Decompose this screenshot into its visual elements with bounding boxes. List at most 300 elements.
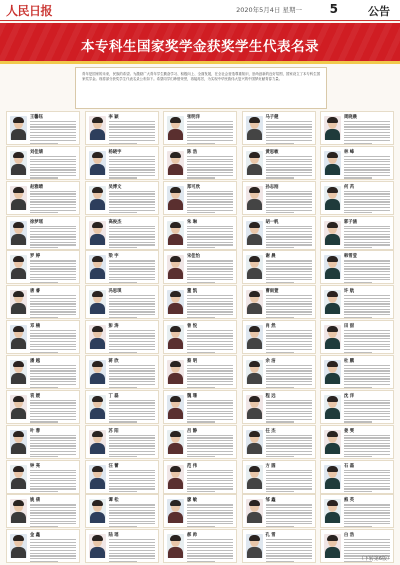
bio-text-line xyxy=(344,445,390,446)
bio-text-line xyxy=(344,470,390,471)
bio-text-line xyxy=(187,140,233,141)
student-card xyxy=(6,216,80,250)
bio-text-line xyxy=(30,402,76,403)
bio-text-line xyxy=(30,558,76,559)
bio-text-line xyxy=(187,370,233,371)
student-name: 宋佳怡 xyxy=(187,254,200,260)
student-card xyxy=(6,390,80,424)
bio-text-line xyxy=(187,448,233,449)
student-photo xyxy=(246,151,263,175)
bio-text-line xyxy=(109,177,137,178)
bio-text-line xyxy=(109,137,155,138)
student-card xyxy=(163,355,237,389)
bio-text-line xyxy=(30,274,76,275)
bio-text-line xyxy=(266,277,312,278)
bio-text-line xyxy=(266,301,312,302)
student-name: 高俊杰 xyxy=(108,219,122,225)
bio-text-line xyxy=(266,547,312,548)
bio-text-line xyxy=(344,311,390,312)
student-photo xyxy=(324,221,341,245)
bio-text-line xyxy=(109,298,155,299)
student-photo xyxy=(246,186,263,210)
bio-text-line xyxy=(266,239,312,240)
student-card xyxy=(242,216,316,250)
bio-text-line xyxy=(30,405,76,406)
student-name: 田 甜 xyxy=(344,324,355,330)
bio-text-line xyxy=(30,236,76,237)
student-card xyxy=(85,460,159,494)
bio-text-line xyxy=(344,408,390,409)
bio-text-line xyxy=(266,341,312,342)
student-card xyxy=(320,181,394,215)
bio-text-line xyxy=(187,381,233,382)
student-card xyxy=(85,181,159,215)
bio-text-line xyxy=(30,376,76,377)
bio-text-line xyxy=(266,271,312,272)
student-name: 苏 阳 xyxy=(108,428,119,434)
bio-text-line xyxy=(344,303,390,304)
bio-text-line xyxy=(30,317,58,318)
bio-text-line xyxy=(109,303,155,304)
bio-text-line xyxy=(266,126,312,127)
masthead xyxy=(0,0,400,21)
bio-text-line xyxy=(344,201,390,202)
gold-ribbon xyxy=(0,61,400,64)
student-photo xyxy=(10,360,27,384)
bio-text-line xyxy=(30,454,76,455)
bio-text-line xyxy=(30,132,76,133)
student-photo xyxy=(167,186,184,210)
bio-text-line xyxy=(187,129,233,130)
bio-text-line xyxy=(187,488,233,489)
bio-text-line xyxy=(344,542,390,543)
bio-text-line xyxy=(266,555,312,556)
student-photo xyxy=(89,430,106,454)
bio-text-line xyxy=(187,555,233,556)
bio-text-line xyxy=(109,478,155,479)
student-card xyxy=(163,460,237,494)
student-name: 姜 雯 xyxy=(344,428,355,434)
bio-text-line xyxy=(187,204,233,205)
bio-text-line xyxy=(187,295,233,296)
student-name: 钟 亮 xyxy=(30,463,41,469)
bio-text-line xyxy=(266,161,312,162)
title-banner xyxy=(0,23,400,61)
student-name: 郭子涵 xyxy=(344,219,357,225)
bio-text-line xyxy=(109,309,155,310)
student-photo xyxy=(246,116,263,140)
bio-text-line xyxy=(109,408,155,409)
bio-text-line xyxy=(187,413,233,414)
bio-text-line xyxy=(266,365,312,366)
bio-text-line xyxy=(109,140,155,141)
bio-text-line xyxy=(187,454,233,455)
student-name: 赵雅晴 xyxy=(30,184,43,190)
bio-text-line xyxy=(109,550,155,551)
student-name: 孔 雪 xyxy=(265,533,276,539)
bio-text-line xyxy=(187,124,233,125)
bio-text-line xyxy=(109,247,137,248)
bio-text-line xyxy=(344,212,372,213)
bio-text-line xyxy=(30,311,76,312)
student-card xyxy=(320,216,394,250)
bio-text-line xyxy=(187,330,233,331)
bio-text-line xyxy=(187,480,233,481)
bio-text-line xyxy=(187,521,233,522)
bio-text-line xyxy=(187,212,215,213)
bio-text-line xyxy=(344,199,390,200)
bio-text-line xyxy=(344,309,390,310)
bio-text-line xyxy=(30,298,76,299)
bio-text-line xyxy=(109,236,155,237)
bio-text-line xyxy=(266,448,312,449)
bio-text-line xyxy=(344,419,390,420)
bio-text-line xyxy=(344,443,390,444)
student-name: 邓 楠 xyxy=(30,324,41,330)
student-card xyxy=(242,320,316,354)
bio-text-line xyxy=(30,553,76,554)
bio-text-line xyxy=(187,317,215,318)
newspaper-logo[interactable]: 人民日报 xyxy=(6,4,53,18)
student-card xyxy=(6,425,80,459)
bio-text-line xyxy=(109,547,155,548)
bio-text-line xyxy=(266,282,294,283)
bio-text-line xyxy=(187,470,233,471)
student-name: 胡一帆 xyxy=(265,219,279,225)
student-name: 黄思敏 xyxy=(265,149,279,155)
student-card xyxy=(320,425,394,459)
bio-text-line xyxy=(344,376,390,377)
bio-text-line xyxy=(187,504,233,505)
bio-text-line xyxy=(109,210,155,211)
bio-text-line xyxy=(266,437,312,438)
bio-text-line xyxy=(109,159,155,160)
bio-text-line xyxy=(187,472,233,473)
bio-text-line xyxy=(187,175,233,176)
bio-text-line xyxy=(344,156,390,157)
bio-text-line xyxy=(266,156,312,157)
bio-text-line xyxy=(266,175,312,176)
bio-text-line xyxy=(266,311,312,312)
bio-text-line xyxy=(187,408,233,409)
bio-text-line xyxy=(109,440,155,441)
student-photo xyxy=(324,116,341,140)
bio-text-line xyxy=(344,488,390,489)
page-title: 本专科生国家奖学金获奖学生代表名录 xyxy=(81,39,319,55)
student-name: 何 芮 xyxy=(344,184,355,190)
bio-text-line xyxy=(109,381,155,382)
bio-text-line xyxy=(109,539,155,540)
continued-note: （下转第6版） xyxy=(358,556,392,562)
bio-text-line xyxy=(344,553,390,554)
bio-text-line xyxy=(187,143,215,144)
bio-text-line xyxy=(187,478,233,479)
student-photo xyxy=(89,499,106,523)
student-photo xyxy=(89,325,106,349)
bio-text-line xyxy=(109,370,155,371)
bio-text-line xyxy=(266,124,312,125)
bio-text-line xyxy=(30,547,76,548)
bio-text-line xyxy=(266,207,312,208)
bio-text-line xyxy=(266,518,312,519)
bio-text-line xyxy=(266,416,312,417)
bio-text-line xyxy=(109,282,137,283)
bio-text-line xyxy=(187,210,233,211)
bio-text-line xyxy=(187,451,233,452)
bio-text-line xyxy=(187,263,233,264)
bio-text-line xyxy=(109,512,155,513)
bio-text-line xyxy=(344,301,390,302)
bio-text-line xyxy=(266,333,312,334)
bio-text-line xyxy=(30,378,76,379)
bio-text-line xyxy=(109,435,155,436)
bio-text-line xyxy=(109,199,155,200)
bio-text-line xyxy=(266,510,312,511)
bio-text-line xyxy=(109,124,155,125)
bio-text-line xyxy=(344,338,390,339)
bio-text-line xyxy=(266,445,312,446)
bio-text-line xyxy=(109,416,155,417)
bio-text-line xyxy=(109,368,155,369)
bio-text-line xyxy=(30,231,76,232)
bio-text-line xyxy=(266,411,312,412)
bio-text-line xyxy=(30,346,76,347)
bio-text-line xyxy=(187,271,233,272)
bio-text-line xyxy=(344,333,390,334)
bio-text-line xyxy=(109,475,155,476)
bio-text-line xyxy=(344,175,390,176)
bio-text-line xyxy=(30,172,76,173)
student-card xyxy=(85,494,159,528)
bio-text-line xyxy=(30,515,76,516)
bio-text-line xyxy=(109,344,155,345)
student-card xyxy=(6,146,80,180)
bio-text-line xyxy=(30,370,76,371)
bio-text-line xyxy=(266,373,312,374)
bio-text-line xyxy=(344,314,390,315)
student-name: 罗 婷 xyxy=(30,254,41,260)
bio-text-line xyxy=(109,212,137,213)
bio-text-line xyxy=(30,207,76,208)
bio-text-line xyxy=(187,341,233,342)
bio-text-line xyxy=(109,169,155,170)
bio-text-line xyxy=(266,129,312,130)
student-photo xyxy=(10,499,27,523)
bio-text-line xyxy=(266,212,294,213)
bio-text-line xyxy=(109,121,155,122)
bio-text-line xyxy=(266,317,294,318)
bio-text-line xyxy=(30,314,76,315)
student-photo xyxy=(324,186,341,210)
student-name: 程 远 xyxy=(265,393,276,399)
student-name: 余 洁 xyxy=(265,358,276,364)
bio-text-line xyxy=(187,435,233,436)
bio-text-line xyxy=(187,558,233,559)
bio-text-line xyxy=(344,381,390,382)
bio-text-line xyxy=(266,435,312,436)
student-photo xyxy=(89,465,106,489)
bio-text-line xyxy=(187,378,233,379)
student-name: 张明洋 xyxy=(187,115,200,120)
bio-text-line xyxy=(266,167,312,168)
student-name: 潘 越 xyxy=(30,358,41,364)
bio-text-line xyxy=(30,164,76,165)
student-photo xyxy=(246,499,263,523)
bio-text-line xyxy=(109,523,155,524)
student-photo xyxy=(246,255,263,279)
bio-text-line xyxy=(109,378,155,379)
bio-text-line xyxy=(344,370,390,371)
bio-text-line xyxy=(344,263,390,264)
bio-text-line xyxy=(30,303,76,304)
bio-text-line xyxy=(344,416,390,417)
bio-text-line xyxy=(266,507,312,508)
bio-text-line xyxy=(266,169,312,170)
bio-text-line xyxy=(30,365,76,366)
bio-text-line xyxy=(109,314,155,315)
student-photo xyxy=(324,465,341,489)
bio-text-line xyxy=(30,263,76,264)
bio-text-line xyxy=(30,440,76,441)
bio-text-line xyxy=(30,137,76,138)
bio-text-line xyxy=(344,277,390,278)
bio-text-line xyxy=(344,193,390,194)
page-number: 5 xyxy=(329,2,338,16)
student-card xyxy=(6,320,80,354)
bio-text-line xyxy=(109,437,155,438)
bio-text-line xyxy=(344,172,390,173)
student-name: 吴博文 xyxy=(108,184,122,190)
bio-text-line xyxy=(30,199,76,200)
bio-text-line xyxy=(266,454,312,455)
bio-text-line xyxy=(266,381,312,382)
bio-text-line xyxy=(187,437,233,438)
bio-text-line xyxy=(109,338,155,339)
bio-text-line xyxy=(344,349,390,350)
bio-text-line xyxy=(30,306,76,307)
bio-text-line xyxy=(30,266,76,267)
student-card xyxy=(320,146,394,180)
bio-text-line xyxy=(109,295,155,296)
student-card xyxy=(6,181,80,215)
bio-text-line xyxy=(187,199,233,200)
student-card xyxy=(6,285,80,319)
bio-text-line xyxy=(187,159,233,160)
student-photo xyxy=(324,430,341,454)
bio-text-line xyxy=(109,483,155,484)
student-card xyxy=(320,320,394,354)
student-photo xyxy=(10,290,27,314)
bio-text-line xyxy=(30,437,76,438)
bio-text-line xyxy=(109,451,155,452)
student-name: 方 圆 xyxy=(265,463,276,469)
bio-text-line xyxy=(344,126,390,127)
bio-text-line xyxy=(344,247,372,248)
bio-text-line xyxy=(187,193,233,194)
intro-text: 青年是国家的未来，民族的希望。为激励广大青年学生勤奋学习、积极向上、全面发展，在全社会营造尊重知识、崇尚创新的良好氛围，国家设立了本专科生国家奖学金。现将部分获奖学生代表名录公布如下。希望同学们珍惜荣誉，再接再厉，为实现中华民族伟大复兴的中国梦贡献青春力量。 xyxy=(82,72,320,82)
bio-text-line xyxy=(266,387,294,388)
bio-text-line xyxy=(187,483,233,484)
student-name: 陈 浩 xyxy=(187,149,198,155)
student-photo xyxy=(324,360,341,384)
bio-text-line xyxy=(187,405,233,406)
bio-text-line xyxy=(30,518,76,519)
student-name: 马子健 xyxy=(265,115,279,120)
bio-text-line xyxy=(30,550,76,551)
bio-text-line xyxy=(109,244,155,245)
bio-text-line xyxy=(30,242,76,243)
bio-text-line xyxy=(109,167,155,168)
bio-text-line xyxy=(187,132,233,133)
bio-text-line xyxy=(344,226,390,227)
bio-text-line xyxy=(187,126,233,127)
bio-text-line xyxy=(30,234,76,235)
bio-text-line xyxy=(187,368,233,369)
bio-text-line xyxy=(344,167,390,168)
bio-text-line xyxy=(266,236,312,237)
bio-text-line xyxy=(30,526,58,527)
student-photo xyxy=(10,221,27,245)
bio-text-line xyxy=(266,480,312,481)
student-photo xyxy=(10,255,27,279)
bio-text-line xyxy=(187,402,233,403)
bio-text-line xyxy=(187,298,233,299)
bio-text-line xyxy=(30,177,58,178)
bio-text-line xyxy=(344,368,390,369)
bio-text-line xyxy=(344,346,390,347)
bio-text-line xyxy=(30,387,58,388)
bio-text-line xyxy=(344,143,372,144)
bio-text-line xyxy=(187,121,233,122)
bio-text-line xyxy=(344,454,390,455)
bio-text-line xyxy=(187,314,233,315)
student-name: 郝 帅 xyxy=(187,533,198,539)
bio-text-line xyxy=(266,370,312,371)
student-name: 曾 悦 xyxy=(187,324,198,330)
bio-text-line xyxy=(187,445,233,446)
bio-text-line xyxy=(344,411,390,412)
bio-text-line xyxy=(344,124,390,125)
bio-text-line xyxy=(30,419,76,420)
student-photo xyxy=(324,325,341,349)
bio-text-line xyxy=(266,199,312,200)
bio-text-line xyxy=(187,507,233,508)
bio-text-line xyxy=(30,212,58,213)
bio-text-line xyxy=(30,521,76,522)
student-photo xyxy=(89,395,106,419)
bio-text-line xyxy=(344,282,372,283)
bio-text-line xyxy=(109,196,155,197)
bio-text-line xyxy=(266,132,312,133)
bio-text-line xyxy=(30,169,76,170)
bio-text-line xyxy=(344,129,390,130)
bio-text-line xyxy=(30,333,76,334)
bio-text-line xyxy=(266,384,312,385)
student-card xyxy=(163,181,237,215)
bio-text-line xyxy=(266,242,312,243)
student-photo xyxy=(89,221,106,245)
bio-text-line xyxy=(30,373,76,374)
student-card xyxy=(6,529,80,563)
bio-text-line xyxy=(109,268,155,269)
bio-text-line xyxy=(187,419,233,420)
student-photo xyxy=(89,290,106,314)
student-card xyxy=(320,460,394,494)
bio-text-line xyxy=(109,507,155,508)
bio-text-line xyxy=(30,239,76,240)
bio-text-line xyxy=(344,472,390,473)
student-photo xyxy=(324,499,341,523)
